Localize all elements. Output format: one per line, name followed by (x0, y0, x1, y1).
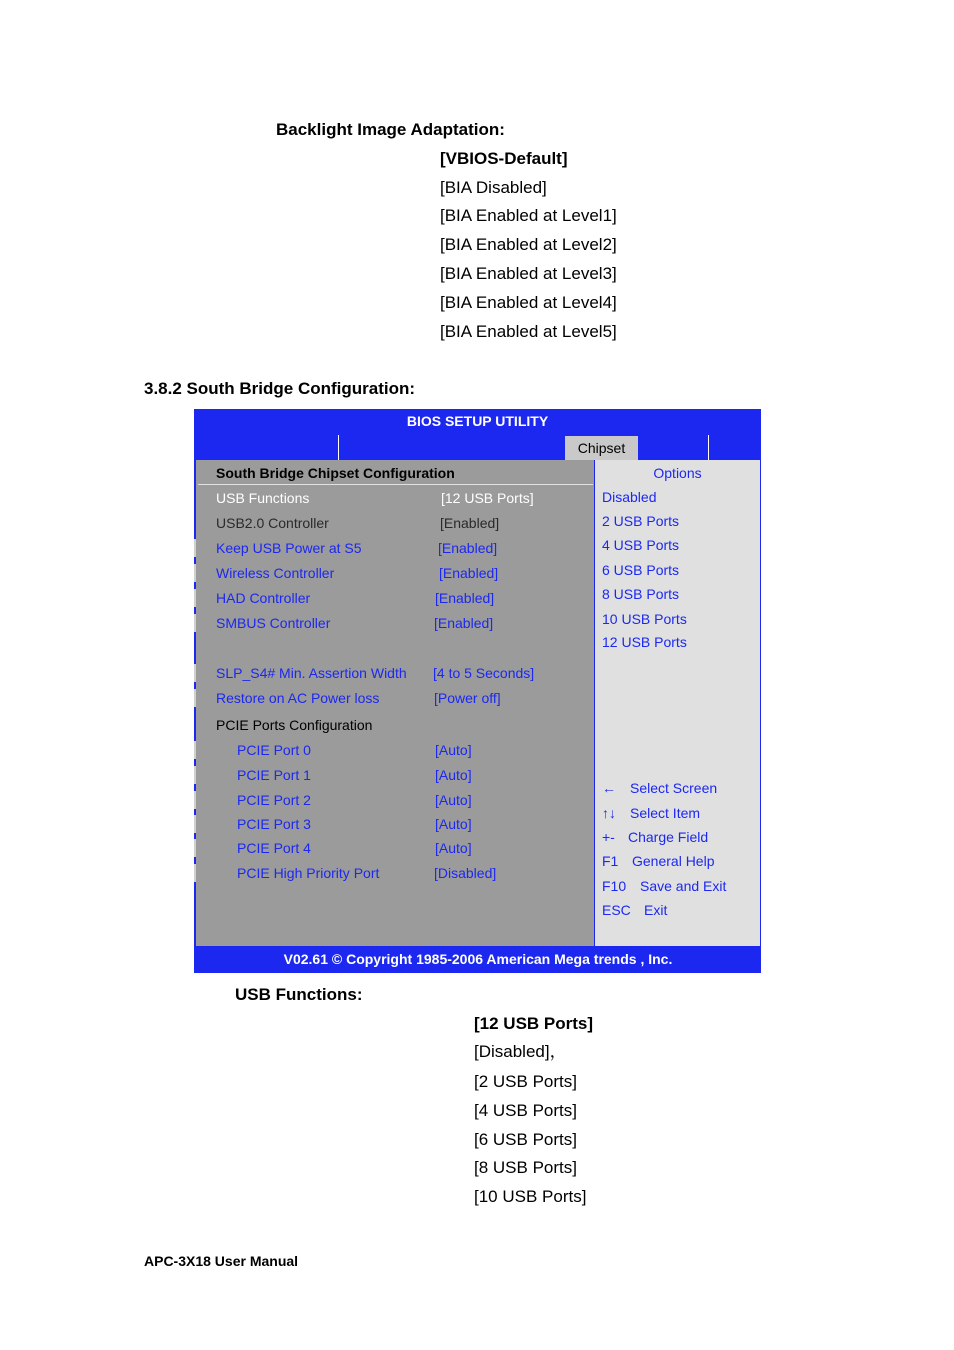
bios-screenshot (194, 409, 761, 973)
usb-default-option: [12 USB Ports] (474, 1014, 594, 1033)
option-item[interactable]: 12 USB Ports (602, 634, 687, 650)
options-title: Options (653, 465, 702, 481)
panel-divider (198, 484, 593, 485)
setting-pcie-port-0-label[interactable]: PCIE Port 0 (237, 742, 311, 758)
row-marker (194, 839, 196, 857)
setting-smbus-controller-value[interactable]: [Enabled] (434, 615, 494, 631)
setting-usb2-controller-label: USB2.0 Controller (216, 515, 329, 531)
page-footer: APC-3X18 User Manual (144, 1253, 299, 1269)
key-desc: Select Item (630, 805, 701, 821)
key-desc: Save and Exit (640, 878, 727, 894)
setting-had-controller-value[interactable]: [Enabled] (435, 590, 495, 606)
option-item[interactable]: Disabled (602, 489, 657, 505)
setting-smbus-controller-label[interactable]: SMBUS Controller (216, 615, 331, 631)
key-label: +- (602, 829, 615, 845)
usb-option: [10 USB Ports] (474, 1187, 587, 1206)
up-down-arrow-icon: ↑↓ (602, 805, 616, 821)
usb-option: [2 USB Ports] (474, 1072, 577, 1091)
setting-usb-functions-value[interactable]: [12 USB Ports] (441, 490, 534, 506)
option-item[interactable]: 10 USB Ports (602, 611, 687, 627)
setting-had-controller-label[interactable]: HAD Controller (216, 590, 311, 606)
backlight-option: [BIA Enabled at Level2] (440, 235, 617, 254)
setting-usb-functions-label[interactable]: USB Functions (216, 490, 310, 506)
row-marker (194, 689, 196, 707)
key-help-exit (602, 902, 667, 918)
setting-pcie-high-priority-label[interactable]: PCIE High Priority Port (237, 865, 380, 881)
left-arrow-icon: ← (602, 780, 616, 796)
key-label: F10 (602, 878, 627, 894)
section-heading: 3.8.2 South Bridge Configuration: (144, 379, 416, 398)
copyright-bar: V02.61 © Copyright 1985-2006 American Mega trends , Inc. (196, 946, 760, 972)
key-desc: Charge Field (628, 829, 709, 845)
setting-pcie-high-priority-value[interactable]: [Disabled] (434, 865, 497, 881)
tab-chipset[interactable]: Chipset (565, 436, 638, 460)
setting-wireless-controller-label[interactable]: Wireless Controller (216, 565, 335, 581)
tab-divider (338, 435, 339, 460)
backlight-heading: Backlight Image Adaptation: (276, 120, 505, 139)
key-help-charge-field (602, 829, 708, 845)
row-marker (194, 741, 196, 759)
tab-divider (708, 435, 709, 460)
row-marker (194, 766, 196, 784)
setting-slp-s4-label[interactable]: SLP_S4# Min. Assertion Width (216, 665, 407, 681)
setting-restore-ac-value[interactable]: [Power off] (434, 690, 501, 706)
setting-pcie-port-1-label[interactable]: PCIE Port 1 (237, 767, 311, 783)
backlight-option: [BIA Enabled at Level3] (440, 264, 617, 283)
bios-title: BIOS SETUP UTILITY (406, 413, 549, 429)
setting-pcie-port-1-value[interactable]: [Auto] (435, 767, 472, 783)
row-marker (194, 589, 196, 607)
row-marker (194, 815, 196, 833)
key-desc: Exit (644, 902, 668, 918)
backlight-option: [BIA Enabled at Level4] (440, 293, 617, 312)
key-help-save-exit (602, 878, 726, 894)
setting-pcie-port-3-label[interactable]: PCIE Port 3 (237, 816, 311, 832)
usb-option: [6 USB Ports] (474, 1130, 577, 1149)
setting-pcie-port-2-value[interactable]: [Auto] (435, 792, 472, 808)
usb-functions-heading: USB Functions: (235, 985, 363, 1004)
key-desc: Select Screen (630, 780, 718, 796)
backlight-option: [BIA Enabled at Level5] (440, 322, 617, 341)
key-label: ESC (602, 902, 631, 918)
option-item[interactable]: 8 USB Ports (602, 586, 680, 602)
setting-wireless-controller-value[interactable]: [Enabled] (439, 565, 499, 581)
setting-pcie-port-3-value[interactable]: [Auto] (435, 816, 472, 832)
key-help-general-help (602, 853, 715, 869)
key-help-select-screen (602, 780, 717, 796)
setting-usb2-controller-value: [Enabled] (440, 515, 500, 531)
setting-pcie-port-0-value[interactable]: [Auto] (435, 742, 472, 758)
key-desc: General Help (632, 853, 715, 869)
row-marker (194, 791, 196, 809)
pcie-ports-configuration-heading: PCIE Ports Configuration (216, 717, 373, 733)
key-label: F1 (602, 853, 619, 869)
usb-option: [Disabled]， (474, 1042, 567, 1061)
help-panel (595, 460, 760, 946)
key-help-select-item (602, 805, 700, 821)
setting-keep-usb-power-value[interactable]: [Enabled] (438, 540, 498, 556)
setting-restore-ac-label[interactable]: Restore on AC Power loss (216, 690, 380, 706)
option-item[interactable]: 6 USB Ports (602, 562, 680, 578)
setting-keep-usb-power-label[interactable]: Keep USB Power at S5 (216, 540, 362, 556)
row-marker (194, 564, 196, 582)
backlight-option: [BIA Enabled at Level1] (440, 206, 617, 225)
row-marker (194, 539, 196, 557)
setting-pcie-port-4-label[interactable]: PCIE Port 4 (237, 840, 311, 856)
row-marker (194, 864, 196, 882)
backlight-default-option: [VBIOS-Default] (440, 149, 568, 168)
setting-pcie-port-4-value[interactable]: [Auto] (435, 840, 472, 856)
usb-option: [4 USB Ports] (474, 1101, 577, 1120)
panel-title: South Bridge Chipset Configuration (216, 465, 455, 481)
row-marker (194, 664, 196, 682)
backlight-option: [BIA Disabled] (440, 178, 547, 197)
setting-slp-s4-value[interactable]: [4 to 5 Seconds] (433, 665, 535, 681)
option-item[interactable]: 2 USB Ports (602, 513, 680, 529)
option-item[interactable]: 4 USB Ports (602, 537, 680, 553)
setting-pcie-port-2-label[interactable]: PCIE Port 2 (237, 792, 311, 808)
usb-option: [8 USB Ports] (474, 1158, 577, 1177)
row-marker (194, 614, 196, 632)
